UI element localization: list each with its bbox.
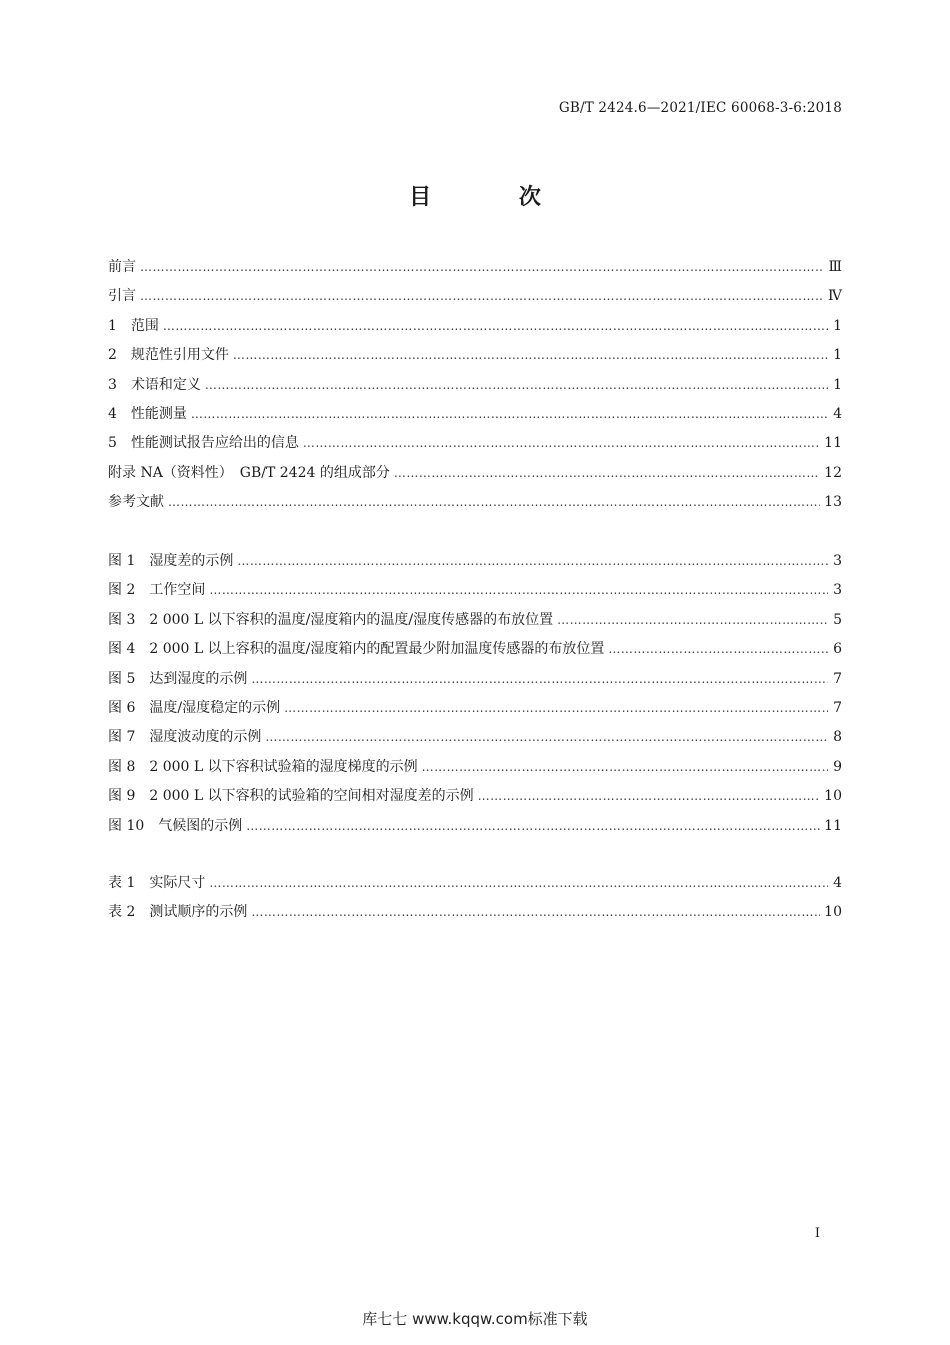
toc-entry-page: 1 <box>833 376 842 393</box>
toc-entry[interactable] <box>108 462 842 491</box>
toc-entry[interactable] <box>108 638 842 667</box>
toc-tables <box>108 872 842 931</box>
toc-entry-label: 图 3 2 000 L 以下容积的温度/湿度箱内的温度/湿度传感器的布放位置 <box>108 611 554 628</box>
toc-entry-page: 6 <box>833 641 842 658</box>
toc-leader-dots <box>265 730 828 744</box>
toc-entry-page: 7 <box>833 699 842 716</box>
toc-entry[interactable] <box>108 344 842 373</box>
toc-entry-page: 13 <box>824 494 842 511</box>
toc-entry[interactable] <box>108 872 842 901</box>
toc-entry[interactable] <box>108 432 842 461</box>
toc-leader-dots <box>557 613 828 627</box>
toc-entry-page: 7 <box>833 670 842 687</box>
toc-entry-label: 图 10 气候图的示例 <box>108 817 243 834</box>
toc-entry-label: 1 范围 <box>108 317 159 334</box>
toc-entry[interactable] <box>108 668 842 697</box>
toc-entry-label: 2 规范性引用文件 <box>108 347 229 364</box>
toc-entry-page: 11 <box>824 817 842 834</box>
toc-leader-dots <box>284 701 828 715</box>
toc-leader-dots <box>394 466 820 480</box>
toc-entry-page: 3 <box>833 582 842 599</box>
toc-leader-dots <box>191 407 828 421</box>
toc-entry-page: 8 <box>833 729 842 746</box>
toc-entry-label: 3 术语和定义 <box>108 376 201 393</box>
toc-entry-page: 11 <box>824 435 842 452</box>
toc-leader-dots <box>422 760 828 774</box>
toc-leader-dots <box>251 672 828 686</box>
document-code: GB/T 2424.6—2021/IEC 60068-3-6:2018 <box>558 100 842 116</box>
toc-leader-dots <box>205 378 828 392</box>
toc-entry[interactable] <box>108 697 842 726</box>
toc-entry-page: 4 <box>833 875 842 891</box>
toc-entry-page: 9 <box>833 758 842 775</box>
toc-entry-page: 1 <box>833 317 842 334</box>
toc-entry-label: 前言 <box>108 259 136 275</box>
toc-entry-label: 5 性能测试报告应给出的信息 <box>108 435 299 452</box>
toc-entry-label: 4 性能测量 <box>108 405 187 422</box>
toc-leader-dots <box>168 495 820 509</box>
toc-entry-label: 附录 NA（资料性） GB/T 2424 的组成部分 <box>108 464 390 481</box>
toc-entry-label: 参考文献 <box>108 494 164 511</box>
toc-entry-label: 表 1 实际尺寸 <box>108 875 206 891</box>
toc-entry[interactable] <box>108 315 842 344</box>
toc-leader-dots <box>237 554 828 568</box>
toc-entry-page: 10 <box>824 788 842 805</box>
toc-entry[interactable] <box>108 403 842 432</box>
toc-entry-label: 图 7 湿度波动度的示例 <box>108 729 262 746</box>
toc-entry[interactable] <box>108 491 842 520</box>
toc-entry[interactable] <box>108 256 842 285</box>
toc-entry-page: 10 <box>824 904 842 921</box>
toc-entry[interactable] <box>108 374 842 403</box>
page-number: I <box>814 1226 820 1241</box>
toc-leader-dots <box>163 319 828 333</box>
toc-entry[interactable] <box>108 726 842 755</box>
toc-leader-dots <box>246 819 820 833</box>
toc-figures <box>108 550 842 844</box>
toc-entry[interactable] <box>108 285 842 314</box>
toc-entry-label: 表 2 测试顺序的示例 <box>108 904 248 921</box>
toc-sections <box>108 256 842 521</box>
toc-entry-page: 1 <box>833 347 842 364</box>
toc-entry-label: 图 1 湿度差的示例 <box>108 553 234 569</box>
toc-entry-label: 图 8 2 000 L 以下容积试验箱的湿度梯度的示例 <box>108 758 418 775</box>
toc-entry[interactable] <box>108 579 842 608</box>
toc-entry-label: 图 4 2 000 L 以上容积的温度/湿度箱内的配置最少附加温度传感器的布放位置 <box>108 641 605 658</box>
toc-entry-label: 引言 <box>108 288 136 305</box>
toc-leader-dots <box>140 289 824 303</box>
toc-entry-label: 图 9 2 000 L 以下容积的试验箱的空间相对湿度差的示例 <box>108 788 474 805</box>
toc-entry-page: 12 <box>824 464 842 481</box>
toc-entry-page: Ⅳ <box>828 288 842 305</box>
toc-entry-page: 3 <box>833 553 842 569</box>
toc-entry-label: 图 5 达到湿度的示例 <box>108 670 248 687</box>
toc-leader-dots <box>209 876 828 890</box>
toc-leader-dots <box>478 789 821 803</box>
toc-entry[interactable] <box>108 815 842 844</box>
toc-leader-dots <box>209 583 828 597</box>
toc-entry[interactable] <box>108 550 842 579</box>
toc-leader-dots <box>140 260 824 274</box>
toc-leader-dots <box>233 348 828 362</box>
toc-entry-page: Ⅲ <box>828 259 842 275</box>
toc-title: 目 次 <box>409 185 581 210</box>
toc-entry[interactable] <box>108 785 842 814</box>
toc-entry-page: 4 <box>833 405 842 422</box>
watermark-text: 库七七 www.kqqw.com标准下载 <box>362 1310 588 1328</box>
toc-leader-dots <box>303 436 820 450</box>
toc-entry[interactable] <box>108 756 842 785</box>
toc-leader-dots <box>251 905 820 919</box>
toc-entry-label: 图 6 温度/湿度稳定的示例 <box>108 699 281 716</box>
toc-entry[interactable] <box>108 609 842 638</box>
toc-entry[interactable] <box>108 901 842 930</box>
toc-entry-page: 5 <box>833 611 842 628</box>
toc-entry-label: 图 2 工作空间 <box>108 582 206 599</box>
toc-leader-dots <box>608 642 828 656</box>
